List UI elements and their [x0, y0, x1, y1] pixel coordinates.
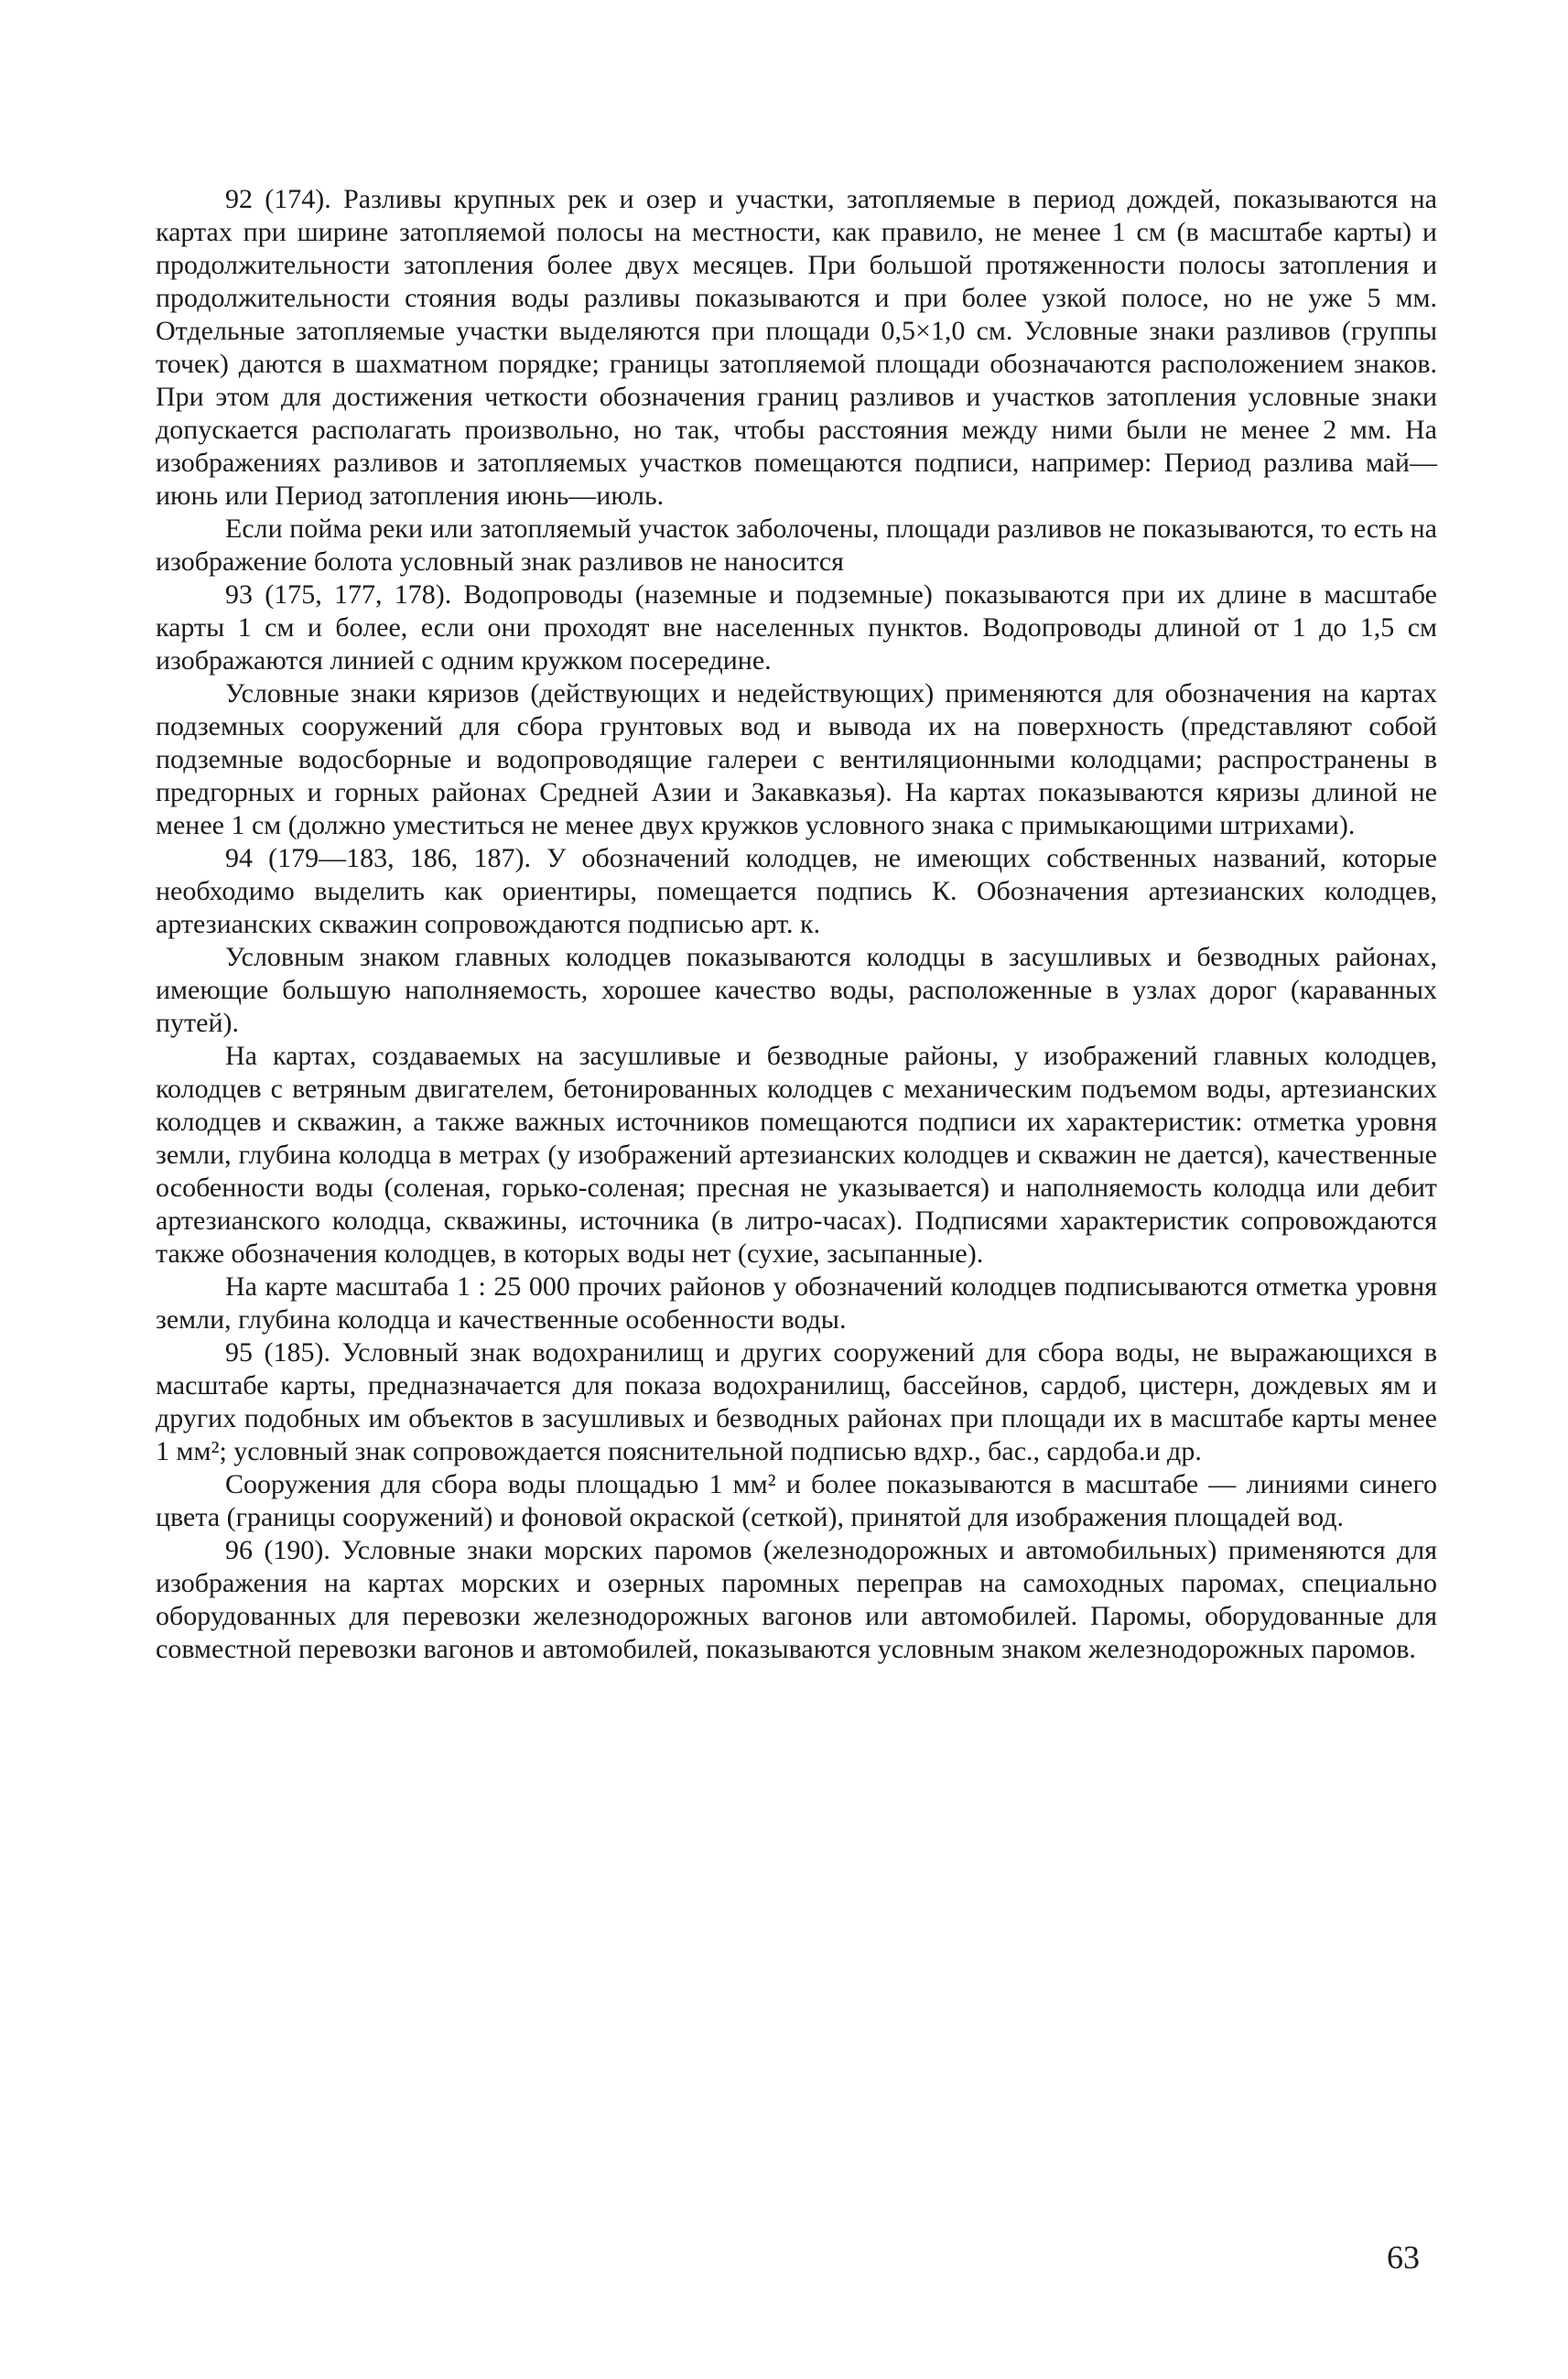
paragraph-95: 95 (185). Условный знак водохранилищ и других сооружений для сбора воды, не выражающихся в масштабе карты, предназначается для показа водохранилищ, бассейнов, сардоб, цистерн, дождевых ям и других подобных им объектов в засушливых и безводных районах при площади их в масштабе карты менее 1 мм²; условный знак сопровождается пояснительной подписью вдхр., бас., сардоба.и др.: [156, 1337, 1437, 1466]
paragraph-94-main-wells: Условным знаком главных колодцев показываются колодцы в засушливых и безводных районах, имеющие большую наполняемость, хорошее качество воды, расположенные в узлах дорог (караванных путей).: [156, 942, 1437, 1038]
paragraph-96: 96 (190). Условные знаки морских паромов (железнодорожных и автомобильных) применяются для изображения на картах морских и озерных паромных переправ на самоходных паромах, специально оборудованных для перевозки железнодорожных вагонов или автомобилей. Паромы, оборудованные для совместной перевозки вагонов и автомобилей, показываются условным знаком железнодорожных паромов.: [156, 1535, 1437, 1664]
paragraph-94-arid-regions: На картах, создаваемых на засушливые и безводные районы, у изображений главных колодцев, колодцев с ветряным двигателем, бетонированных колодцев с механическим подъемом воды, артезианских колодцев и скважин, а также важных источников помещаются подписи их характеристик: отметка уровня земли, глубина колодца в метрах (у изображений артезианских колодцев и скважин не дается), качественные особенности воды (соленая, горько-соленая; пресная не указывается) и наполняемость колодца или дебит артезианского колодца, скважины, источника (в литро-часах). Подписями характеристик сопровождаются также обозначения колодцев, в которых воды нет (сухие, засыпанные).: [156, 1041, 1437, 1269]
paragraph-93: 93 (175, 177, 178). Водопроводы (наземные и подземные) показываются при их длине в масштабе карты 1 см и более, если они проходят вне населенных пунктов. Водопроводы длиной от 1 до 1,5 см изображаются линией с одним кружком посередине.: [156, 579, 1437, 676]
paragraph-93-kyariz: Условные знаки кяризов (действующих и недействующих) применяются для обозначения на картах подземных сооружений для сбора грунтовых вод и вывода их на поверхность (представляют собой подземные водосборные и водопроводящие галереи с вентиляционными колодцами; распространены в предгорных и горных районах Средней Азии и Закавказья). На картах показываются кяризы длиной не менее 1 см (должно уместиться не менее двух кружков условного знака с примыкающими штрихами).: [156, 678, 1437, 840]
paragraph-94-scale: На карте масштаба 1 : 25 000 прочих районов у обозначений колодцев подписываются отметка уровня земли, глубина колодца и качественные особенности воды.: [156, 1271, 1437, 1335]
paragraph-95-structures: Сооружения для сбора воды площадью 1 мм² и более показываются в масштабе — линиями синего цвета (границы сооружений) и фоновой окраской (сеткой), принятой для изображения площадей вод.: [156, 1469, 1437, 1532]
paragraph-92-floodplain: Если пойма реки или затопляемый участок заболочены, площади разливов не показываются, то есть на изображение болота условный знак разливов не наносится: [156, 514, 1437, 577]
page-number: 63: [1387, 2239, 1420, 2276]
paragraph-92: 92 (174). Разливы крупных рек и озер и участки, затопляемые в период дождей, показываются на картах при ширине затопляемой полосы на местности, как правило, не менее 1 см (в масштабе карты) и продолжительности затопления более двух месяцев. При большой протяженности полосы затопления и продолжительности стояния воды разливы показываются и при более узкой полосе, но не уже 5 мм. Отдельные затопляемые участки выделяются при площади 0,5×1,0 см. Условные знаки разливов (группы точек) даются в шахматном порядке; границы затопляемой площади обозначаются расположением знаков. При этом для достижения четкости обозначения границ разливов и участков затопления условные знаки допускается располагать произвольно, но так, чтобы расстояния между ними были не менее 2 мм. На изображениях разливов и затопляемых участков помещаются подписи, например: Период разлива май—июнь или Период затопления июнь—июль.: [156, 184, 1437, 511]
paragraph-94: 94 (179—183, 186, 187). У обозначений колодцев, не имеющих собственных названий, которые необходимо выделить как ориентиры, помещается подпись К. Обозначения артезианских колодцев, артезианских скважин сопровождаются подписью арт. к.: [156, 843, 1437, 939]
body-text: [156, 183, 1437, 1666]
